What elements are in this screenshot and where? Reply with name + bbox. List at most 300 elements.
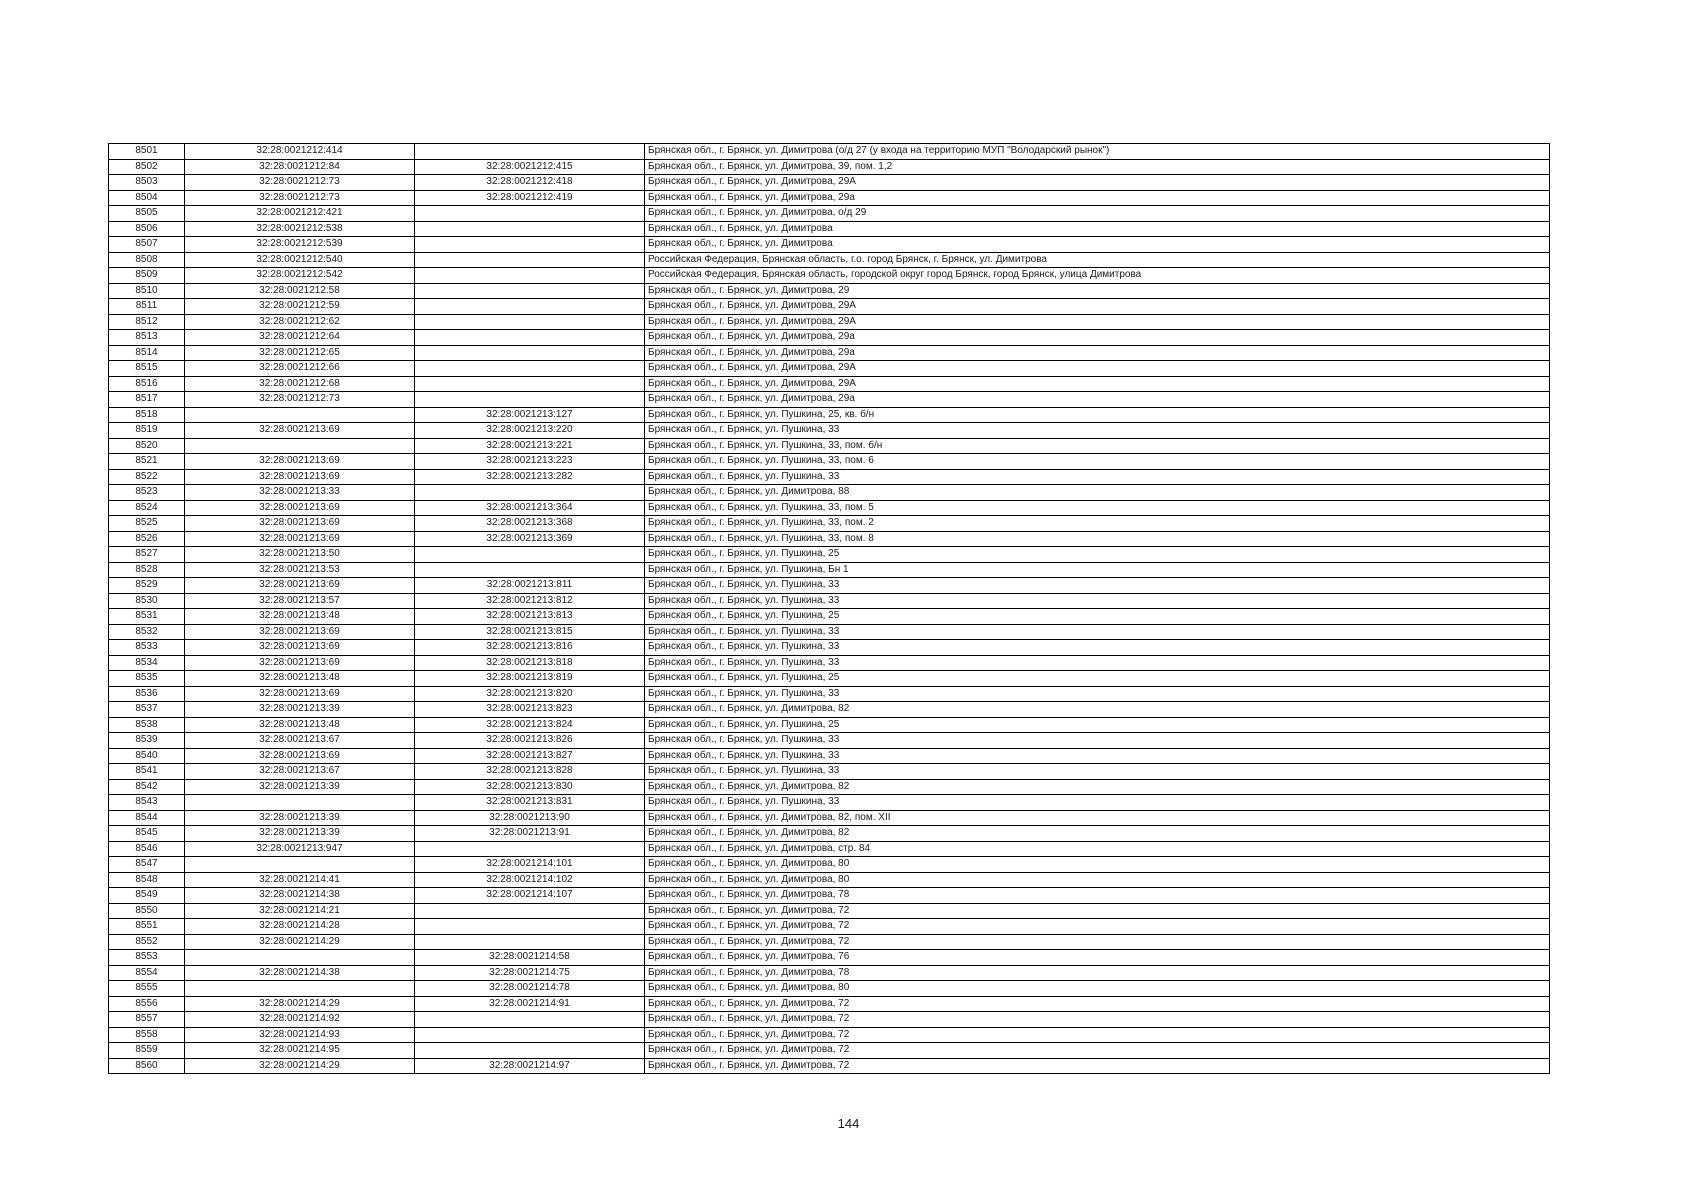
row-number-cell: 8554 bbox=[109, 965, 185, 981]
row-number-cell: 8540 bbox=[109, 748, 185, 764]
row-number-cell: 8518 bbox=[109, 407, 185, 423]
address-cell: Брянская обл., г. Брянск, ул. Димитрова, 72 bbox=[645, 1043, 1550, 1059]
address-cell: Брянская обл., г. Брянск, ул. Димитрова, о/д 29 bbox=[645, 206, 1550, 222]
land-parcel-number-cell: 32:28:0021212:84 bbox=[185, 159, 415, 175]
land-parcel-number-cell: 32:28:0021212:73 bbox=[185, 190, 415, 206]
building-number-cell: 32:28:0021213:91 bbox=[415, 826, 645, 842]
land-parcel-number-cell: 32:28:0021212:62 bbox=[185, 314, 415, 330]
building-number-cell: 32:28:0021213:90 bbox=[415, 810, 645, 826]
land-parcel-number-cell: 32:28:0021213:48 bbox=[185, 609, 415, 625]
table-row bbox=[109, 190, 1550, 206]
building-number-cell: 32:28:0021213:220 bbox=[415, 423, 645, 439]
table-row bbox=[109, 795, 1550, 811]
building-number-cell bbox=[415, 376, 645, 392]
land-parcel-number-cell: 32:28:0021213:69 bbox=[185, 469, 415, 485]
land-parcel-number-cell: 32:28:0021213:57 bbox=[185, 593, 415, 609]
table-row bbox=[109, 376, 1550, 392]
land-parcel-number-cell: 32:28:0021213:50 bbox=[185, 547, 415, 563]
building-number-cell: 32:28:0021213:127 bbox=[415, 407, 645, 423]
land-parcel-number-cell: 32:28:0021213:69 bbox=[185, 516, 415, 532]
table-row bbox=[109, 159, 1550, 175]
row-number-cell: 8523 bbox=[109, 485, 185, 501]
building-number-cell: 32:28:0021214:78 bbox=[415, 981, 645, 997]
building-number-cell: 32:28:0021213:364 bbox=[415, 500, 645, 516]
table-row bbox=[109, 733, 1550, 749]
land-parcel-number-cell: 32:28:0021212:421 bbox=[185, 206, 415, 222]
table-row bbox=[109, 438, 1550, 454]
address-cell: Брянская обл., г. Брянск, ул. Пушкина, 33 bbox=[645, 795, 1550, 811]
address-cell: Брянская обл., г. Брянск, ул. Пушкина, 33 bbox=[645, 578, 1550, 594]
row-number-cell: 8512 bbox=[109, 314, 185, 330]
table-row bbox=[109, 764, 1550, 780]
building-number-cell: 32:28:0021214:75 bbox=[415, 965, 645, 981]
building-number-cell: 32:28:0021214:91 bbox=[415, 996, 645, 1012]
land-parcel-number-cell: 32:28:0021214:29 bbox=[185, 934, 415, 950]
table-row bbox=[109, 578, 1550, 594]
address-cell: Брянская обл., г. Брянск, ул. Димитрова bbox=[645, 221, 1550, 237]
address-cell: Брянская обл., г. Брянск, ул. Димитрова, 29 bbox=[645, 283, 1550, 299]
building-number-cell: 32:28:0021213:819 bbox=[415, 671, 645, 687]
land-parcel-number-cell bbox=[185, 795, 415, 811]
building-number-cell bbox=[415, 1012, 645, 1028]
land-parcel-number-cell: 32:28:0021213:69 bbox=[185, 578, 415, 594]
page-number: 144 bbox=[837, 1116, 860, 1131]
address-cell: Брянская обл., г. Брянск, ул. Димитрова, 29а bbox=[645, 190, 1550, 206]
land-parcel-number-cell: 32:28:0021214:29 bbox=[185, 996, 415, 1012]
building-number-cell bbox=[415, 330, 645, 346]
table-row bbox=[109, 624, 1550, 640]
land-parcel-number-cell: 32:28:0021213:69 bbox=[185, 624, 415, 640]
building-number-cell bbox=[415, 841, 645, 857]
land-parcel-number-cell: 32:28:0021214:95 bbox=[185, 1043, 415, 1059]
table-row bbox=[109, 934, 1550, 950]
land-parcel-number-cell: 32:28:0021213:53 bbox=[185, 562, 415, 578]
land-parcel-number-cell: 32:28:0021214:41 bbox=[185, 872, 415, 888]
address-cell: Брянская обл., г. Брянск, ул. Димитрова, 88 bbox=[645, 485, 1550, 501]
address-cell: Брянская обл., г. Брянск, ул. Пушкина, 33 bbox=[645, 764, 1550, 780]
table-row bbox=[109, 531, 1550, 547]
table-row bbox=[109, 268, 1550, 284]
building-number-cell bbox=[415, 314, 645, 330]
land-parcel-number-cell: 32:28:0021213:48 bbox=[185, 717, 415, 733]
building-number-cell: 32:28:0021213:223 bbox=[415, 454, 645, 470]
table-row bbox=[109, 345, 1550, 361]
table-row bbox=[109, 175, 1550, 191]
land-parcel-number-cell: 32:28:0021213:33 bbox=[185, 485, 415, 501]
row-number-cell: 8520 bbox=[109, 438, 185, 454]
row-number-cell: 8517 bbox=[109, 392, 185, 408]
building-number-cell: 32:28:0021214:102 bbox=[415, 872, 645, 888]
table-row bbox=[109, 686, 1550, 702]
table-row bbox=[109, 547, 1550, 563]
address-cell: Брянская обл., г. Брянск, ул. Димитрова, 72 bbox=[645, 1012, 1550, 1028]
table-row bbox=[109, 609, 1550, 625]
row-number-cell: 8544 bbox=[109, 810, 185, 826]
land-parcel-number-cell: 32:28:0021213:69 bbox=[185, 655, 415, 671]
building-number-cell bbox=[415, 1027, 645, 1043]
row-number-cell: 8508 bbox=[109, 252, 185, 268]
row-number-cell: 8504 bbox=[109, 190, 185, 206]
building-number-cell: 32:28:0021213:828 bbox=[415, 764, 645, 780]
row-number-cell: 8541 bbox=[109, 764, 185, 780]
row-number-cell: 8521 bbox=[109, 454, 185, 470]
building-number-cell: 32:28:0021213:830 bbox=[415, 779, 645, 795]
land-parcel-number-cell: 32:28:0021214:92 bbox=[185, 1012, 415, 1028]
row-number-cell: 8528 bbox=[109, 562, 185, 578]
address-cell: Брянская обл., г. Брянск, ул. Пушкина, 33, пом. б/н bbox=[645, 438, 1550, 454]
row-number-cell: 8538 bbox=[109, 717, 185, 733]
row-number-cell: 8511 bbox=[109, 299, 185, 315]
address-cell: Брянская обл., г. Брянск, ул. Димитрова, 78 bbox=[645, 888, 1550, 904]
land-parcel-number-cell: 32:28:0021212:542 bbox=[185, 268, 415, 284]
table-row bbox=[109, 562, 1550, 578]
building-number-cell bbox=[415, 361, 645, 377]
land-parcel-number-cell: 32:28:0021212:65 bbox=[185, 345, 415, 361]
building-number-cell bbox=[415, 919, 645, 935]
land-parcel-number-cell bbox=[185, 857, 415, 873]
building-number-cell bbox=[415, 268, 645, 284]
row-number-cell: 8516 bbox=[109, 376, 185, 392]
table-row bbox=[109, 1012, 1550, 1028]
land-parcel-number-cell: 32:28:0021214:28 bbox=[185, 919, 415, 935]
land-parcel-number-cell: 32:28:0021212:66 bbox=[185, 361, 415, 377]
row-number-cell: 8556 bbox=[109, 996, 185, 1012]
row-number-cell: 8522 bbox=[109, 469, 185, 485]
address-cell: Брянская обл., г. Брянск, ул. Димитрова, стр. 84 bbox=[645, 841, 1550, 857]
row-number-cell: 8515 bbox=[109, 361, 185, 377]
table-row bbox=[109, 252, 1550, 268]
table-row bbox=[109, 500, 1550, 516]
land-parcel-number-cell: 32:28:0021212:539 bbox=[185, 237, 415, 253]
address-cell: Брянская обл., г. Брянск, ул. Димитрова, 80 bbox=[645, 857, 1550, 873]
table-row bbox=[109, 965, 1550, 981]
row-number-cell: 8503 bbox=[109, 175, 185, 191]
land-parcel-number-cell: 32:28:0021212:64 bbox=[185, 330, 415, 346]
row-number-cell: 8548 bbox=[109, 872, 185, 888]
building-number-cell: 32:28:0021213:827 bbox=[415, 748, 645, 764]
building-number-cell: 32:28:0021213:813 bbox=[415, 609, 645, 625]
land-parcel-number-cell: 32:28:0021213:67 bbox=[185, 764, 415, 780]
address-cell: Брянская обл., г. Брянск, ул. Димитрова, 72 bbox=[645, 934, 1550, 950]
land-parcel-number-cell: 32:28:0021214:29 bbox=[185, 1058, 415, 1074]
address-cell: Брянская обл., г. Брянск, ул. Димитрова (о/д 27 (у входа на территорию МУП "Володарский рынок") bbox=[645, 144, 1550, 160]
row-number-cell: 8546 bbox=[109, 841, 185, 857]
row-number-cell: 8547 bbox=[109, 857, 185, 873]
land-parcel-number-cell: 32:28:0021212:68 bbox=[185, 376, 415, 392]
land-parcel-number-cell: 32:28:0021213:67 bbox=[185, 733, 415, 749]
building-number-cell bbox=[415, 221, 645, 237]
row-number-cell: 8550 bbox=[109, 903, 185, 919]
land-parcel-number-cell: 32:28:0021212:414 bbox=[185, 144, 415, 160]
row-number-cell: 8524 bbox=[109, 500, 185, 516]
address-cell: Брянская обл., г. Брянск, ул. Пушкина, 25 bbox=[645, 717, 1550, 733]
address-cell: Брянская обл., г. Брянск, ул. Пушкина, 33 bbox=[645, 593, 1550, 609]
table-row bbox=[109, 888, 1550, 904]
register-table-body bbox=[109, 144, 1550, 1074]
table-row bbox=[109, 748, 1550, 764]
building-number-cell bbox=[415, 547, 645, 563]
land-parcel-number-cell: 32:28:0021212:540 bbox=[185, 252, 415, 268]
land-parcel-number-cell bbox=[185, 438, 415, 454]
address-cell: Брянская обл., г. Брянск, ул. Димитрова, 76 bbox=[645, 950, 1550, 966]
building-number-cell bbox=[415, 252, 645, 268]
row-number-cell: 8514 bbox=[109, 345, 185, 361]
address-cell: Брянская обл., г. Брянск, ул. Пушкина, 33, пом. 2 bbox=[645, 516, 1550, 532]
address-cell: Брянская обл., г. Брянск, ул. Димитрова, 29А bbox=[645, 299, 1550, 315]
row-number-cell: 8557 bbox=[109, 1012, 185, 1028]
address-cell: Брянская обл., г. Брянск, ул. Димитрова, 72 bbox=[645, 996, 1550, 1012]
address-cell: Брянская обл., г. Брянск, ул. Димитрова, 29А bbox=[645, 175, 1550, 191]
land-parcel-number-cell: 32:28:0021212:59 bbox=[185, 299, 415, 315]
row-number-cell: 8543 bbox=[109, 795, 185, 811]
land-parcel-number-cell: 32:28:0021213:48 bbox=[185, 671, 415, 687]
address-cell: Брянская обл., г. Брянск, ул. Пушкина, 25 bbox=[645, 671, 1550, 687]
table-row bbox=[109, 655, 1550, 671]
building-number-cell: 32:28:0021212:415 bbox=[415, 159, 645, 175]
row-number-cell: 8549 bbox=[109, 888, 185, 904]
table-row bbox=[109, 206, 1550, 222]
table-row bbox=[109, 314, 1550, 330]
table-row bbox=[109, 1058, 1550, 1074]
row-number-cell: 8507 bbox=[109, 237, 185, 253]
land-parcel-number-cell: 32:28:0021214:93 bbox=[185, 1027, 415, 1043]
address-cell: Брянская обл., г. Брянск, ул. Димитрова, 82 bbox=[645, 702, 1550, 718]
building-number-cell bbox=[415, 206, 645, 222]
land-parcel-number-cell: 32:28:0021213:69 bbox=[185, 423, 415, 439]
address-cell: Брянская обл., г. Брянск, ул. Пушкина, 33, пом. 5 bbox=[645, 500, 1550, 516]
row-number-cell: 8506 bbox=[109, 221, 185, 237]
land-parcel-number-cell bbox=[185, 950, 415, 966]
building-number-cell bbox=[415, 934, 645, 950]
table-row bbox=[109, 950, 1550, 966]
land-parcel-number-cell: 32:28:0021213:39 bbox=[185, 779, 415, 795]
building-number-cell: 32:28:0021213:820 bbox=[415, 686, 645, 702]
table-row bbox=[109, 1027, 1550, 1043]
table-row bbox=[109, 717, 1550, 733]
address-cell: Брянская обл., г. Брянск, ул. Димитрова, 78 bbox=[645, 965, 1550, 981]
table-row bbox=[109, 779, 1550, 795]
row-number-cell: 8553 bbox=[109, 950, 185, 966]
row-number-cell: 8551 bbox=[109, 919, 185, 935]
land-parcel-number-cell: 32:28:0021213:39 bbox=[185, 826, 415, 842]
building-number-cell: 32:28:0021213:815 bbox=[415, 624, 645, 640]
row-number-cell: 8529 bbox=[109, 578, 185, 594]
building-number-cell: 32:28:0021214:58 bbox=[415, 950, 645, 966]
land-parcel-number-cell: 32:28:0021214:38 bbox=[185, 888, 415, 904]
address-cell: Брянская обл., г. Брянск, ул. Димитрова, 72 bbox=[645, 903, 1550, 919]
building-number-cell bbox=[415, 1043, 645, 1059]
address-cell: Брянская обл., г. Брянск, ул. Пушкина, 33, пом. 8 bbox=[645, 531, 1550, 547]
address-cell: Брянская обл., г. Брянск, ул. Димитрова, 72 bbox=[645, 1058, 1550, 1074]
row-number-cell: 8505 bbox=[109, 206, 185, 222]
row-number-cell: 8542 bbox=[109, 779, 185, 795]
row-number-cell: 8532 bbox=[109, 624, 185, 640]
address-cell: Брянская обл., г. Брянск, ул. Пушкина, 33 bbox=[645, 733, 1550, 749]
address-cell: Российская Федерация, Брянская область, городской округ город Брянск, город Брянск, улица Димитрова bbox=[645, 268, 1550, 284]
building-number-cell: 32:28:0021213:826 bbox=[415, 733, 645, 749]
building-number-cell: 32:28:0021213:823 bbox=[415, 702, 645, 718]
address-cell: Брянская обл., г. Брянск, ул. Пушкина, 33 bbox=[645, 640, 1550, 656]
address-cell: Брянская обл., г. Брянск, ул. Димитрова, 39, пом. 1,2 bbox=[645, 159, 1550, 175]
land-parcel-number-cell bbox=[185, 407, 415, 423]
land-parcel-number-cell: 32:28:0021212:538 bbox=[185, 221, 415, 237]
table-row bbox=[109, 919, 1550, 935]
address-cell: Брянская обл., г. Брянск, ул. Пушкина, 33 bbox=[645, 469, 1550, 485]
building-number-cell bbox=[415, 485, 645, 501]
building-number-cell bbox=[415, 392, 645, 408]
building-number-cell: 32:28:0021213:824 bbox=[415, 717, 645, 733]
land-parcel-number-cell: 32:28:0021213:69 bbox=[185, 686, 415, 702]
building-number-cell bbox=[415, 237, 645, 253]
table-row bbox=[109, 702, 1550, 718]
building-number-cell bbox=[415, 345, 645, 361]
table-row bbox=[109, 283, 1550, 299]
address-cell: Брянская обл., г. Брянск, ул. Димитрова bbox=[645, 237, 1550, 253]
table-row bbox=[109, 996, 1550, 1012]
address-cell: Российская Федерация, Брянская область, г.о. город Брянск, г. Брянск, ул. Димитрова bbox=[645, 252, 1550, 268]
row-number-cell: 8559 bbox=[109, 1043, 185, 1059]
address-cell: Брянская обл., г. Брянск, ул. Пушкина, 25 bbox=[645, 609, 1550, 625]
table-row bbox=[109, 454, 1550, 470]
building-number-cell: 32:28:0021213:812 bbox=[415, 593, 645, 609]
address-cell: Брянская обл., г. Брянск, ул. Димитрова, 29А bbox=[645, 314, 1550, 330]
address-cell: Брянская обл., г. Брянск, ул. Димитрова, 82 bbox=[645, 779, 1550, 795]
row-number-cell: 8519 bbox=[109, 423, 185, 439]
land-parcel-number-cell: 32:28:0021212:73 bbox=[185, 175, 415, 191]
row-number-cell: 8533 bbox=[109, 640, 185, 656]
address-cell: Брянская обл., г. Брянск, ул. Димитрова, 82 bbox=[645, 826, 1550, 842]
table-row bbox=[109, 872, 1550, 888]
table-row bbox=[109, 857, 1550, 873]
address-cell: Брянская обл., г. Брянск, ул. Пушкина, 33 bbox=[645, 748, 1550, 764]
table-row bbox=[109, 671, 1550, 687]
row-number-cell: 8527 bbox=[109, 547, 185, 563]
land-parcel-number-cell: 32:28:0021213:947 bbox=[185, 841, 415, 857]
table-row bbox=[109, 361, 1550, 377]
row-number-cell: 8526 bbox=[109, 531, 185, 547]
building-number-cell: 32:28:0021213:282 bbox=[415, 469, 645, 485]
address-cell: Брянская обл., г. Брянск, ул. Пушкина, 33 bbox=[645, 624, 1550, 640]
land-parcel-number-cell: 32:28:0021214:38 bbox=[185, 965, 415, 981]
address-cell: Брянская обл., г. Брянск, ул. Димитрова, 80 bbox=[645, 981, 1550, 997]
land-parcel-number-cell: 32:28:0021213:69 bbox=[185, 748, 415, 764]
address-cell: Брянская обл., г. Брянск, ул. Димитрова, 29а bbox=[645, 330, 1550, 346]
address-cell: Брянская обл., г. Брянск, ул. Димитрова, 80 bbox=[645, 872, 1550, 888]
land-parcel-number-cell: 32:28:0021212:73 bbox=[185, 392, 415, 408]
table-row bbox=[109, 144, 1550, 160]
row-number-cell: 8530 bbox=[109, 593, 185, 609]
building-number-cell: 32:28:0021212:418 bbox=[415, 175, 645, 191]
table-row bbox=[109, 469, 1550, 485]
table-row bbox=[109, 640, 1550, 656]
building-number-cell bbox=[415, 562, 645, 578]
row-number-cell: 8509 bbox=[109, 268, 185, 284]
row-number-cell: 8560 bbox=[109, 1058, 185, 1074]
land-parcel-number-cell: 32:28:0021213:39 bbox=[185, 702, 415, 718]
address-cell: Брянская обл., г. Брянск, ул. Димитрова, 82, пом. XII bbox=[645, 810, 1550, 826]
building-number-cell bbox=[415, 144, 645, 160]
building-number-cell bbox=[415, 903, 645, 919]
row-number-cell: 8502 bbox=[109, 159, 185, 175]
address-cell: Брянская обл., г. Брянск, ул. Димитрова, 29А bbox=[645, 361, 1550, 377]
building-number-cell bbox=[415, 283, 645, 299]
table-row bbox=[109, 1043, 1550, 1059]
address-cell: Брянская обл., г. Брянск, ул. Пушкина, Бн 1 bbox=[645, 562, 1550, 578]
building-number-cell: 32:28:0021214:101 bbox=[415, 857, 645, 873]
table-row bbox=[109, 903, 1550, 919]
table-row bbox=[109, 407, 1550, 423]
address-cell: Брянская обл., г. Брянск, ул. Пушкина, 33 bbox=[645, 655, 1550, 671]
row-number-cell: 8525 bbox=[109, 516, 185, 532]
land-parcel-number-cell: 32:28:0021214:21 bbox=[185, 903, 415, 919]
address-cell: Брянская обл., г. Брянск, ул. Пушкина, 25, кв. б/н bbox=[645, 407, 1550, 423]
address-cell: Брянская обл., г. Брянск, ул. Пушкина, 33, пом. 6 bbox=[645, 454, 1550, 470]
table-row bbox=[109, 330, 1550, 346]
address-cell: Брянская обл., г. Брянск, ул. Димитрова, 72 bbox=[645, 1027, 1550, 1043]
address-cell: Брянская обл., г. Брянск, ул. Пушкина, 33 bbox=[645, 686, 1550, 702]
table-row bbox=[109, 392, 1550, 408]
building-number-cell: 32:28:0021214:107 bbox=[415, 888, 645, 904]
land-parcel-number-cell: 32:28:0021213:69 bbox=[185, 531, 415, 547]
row-number-cell: 8535 bbox=[109, 671, 185, 687]
row-number-cell: 8501 bbox=[109, 144, 185, 160]
row-number-cell: 8536 bbox=[109, 686, 185, 702]
row-number-cell: 8539 bbox=[109, 733, 185, 749]
land-parcel-number-cell: 32:28:0021213:69 bbox=[185, 454, 415, 470]
register-table bbox=[108, 143, 1550, 1074]
row-number-cell: 8537 bbox=[109, 702, 185, 718]
building-number-cell: 32:28:0021213:818 bbox=[415, 655, 645, 671]
row-number-cell: 8545 bbox=[109, 826, 185, 842]
address-cell: Брянская обл., г. Брянск, ул. Димитрова, 72 bbox=[645, 919, 1550, 935]
table-row bbox=[109, 299, 1550, 315]
address-cell: Брянская обл., г. Брянск, ул. Димитрова, 29а bbox=[645, 345, 1550, 361]
table-row bbox=[109, 485, 1550, 501]
land-parcel-number-cell: 32:28:0021213:39 bbox=[185, 810, 415, 826]
land-parcel-number-cell: 32:28:0021213:69 bbox=[185, 500, 415, 516]
building-number-cell bbox=[415, 299, 645, 315]
table-row bbox=[109, 423, 1550, 439]
building-number-cell: 32:28:0021212:419 bbox=[415, 190, 645, 206]
building-number-cell: 32:28:0021213:221 bbox=[415, 438, 645, 454]
address-cell: Брянская обл., г. Брянск, ул. Пушкина, 25 bbox=[645, 547, 1550, 563]
land-parcel-number-cell bbox=[185, 981, 415, 997]
row-number-cell: 8558 bbox=[109, 1027, 185, 1043]
building-number-cell: 32:28:0021213:368 bbox=[415, 516, 645, 532]
table-row bbox=[109, 516, 1550, 532]
table-row bbox=[109, 593, 1550, 609]
table-row bbox=[109, 981, 1550, 997]
row-number-cell: 8513 bbox=[109, 330, 185, 346]
table-row bbox=[109, 221, 1550, 237]
building-number-cell: 32:28:0021213:831 bbox=[415, 795, 645, 811]
table-row bbox=[109, 237, 1550, 253]
row-number-cell: 8555 bbox=[109, 981, 185, 997]
row-number-cell: 8552 bbox=[109, 934, 185, 950]
address-cell: Брянская обл., г. Брянск, ул. Пушкина, 33 bbox=[645, 423, 1550, 439]
land-parcel-number-cell: 32:28:0021212:58 bbox=[185, 283, 415, 299]
building-number-cell: 32:28:0021214:97 bbox=[415, 1058, 645, 1074]
row-number-cell: 8534 bbox=[109, 655, 185, 671]
address-cell: Брянская обл., г. Брянск, ул. Димитрова, 29а bbox=[645, 392, 1550, 408]
table-row bbox=[109, 810, 1550, 826]
row-number-cell: 8531 bbox=[109, 609, 185, 625]
table-row bbox=[109, 841, 1550, 857]
building-number-cell: 32:28:0021213:369 bbox=[415, 531, 645, 547]
row-number-cell: 8510 bbox=[109, 283, 185, 299]
building-number-cell: 32:28:0021213:816 bbox=[415, 640, 645, 656]
land-parcel-number-cell: 32:28:0021213:69 bbox=[185, 640, 415, 656]
